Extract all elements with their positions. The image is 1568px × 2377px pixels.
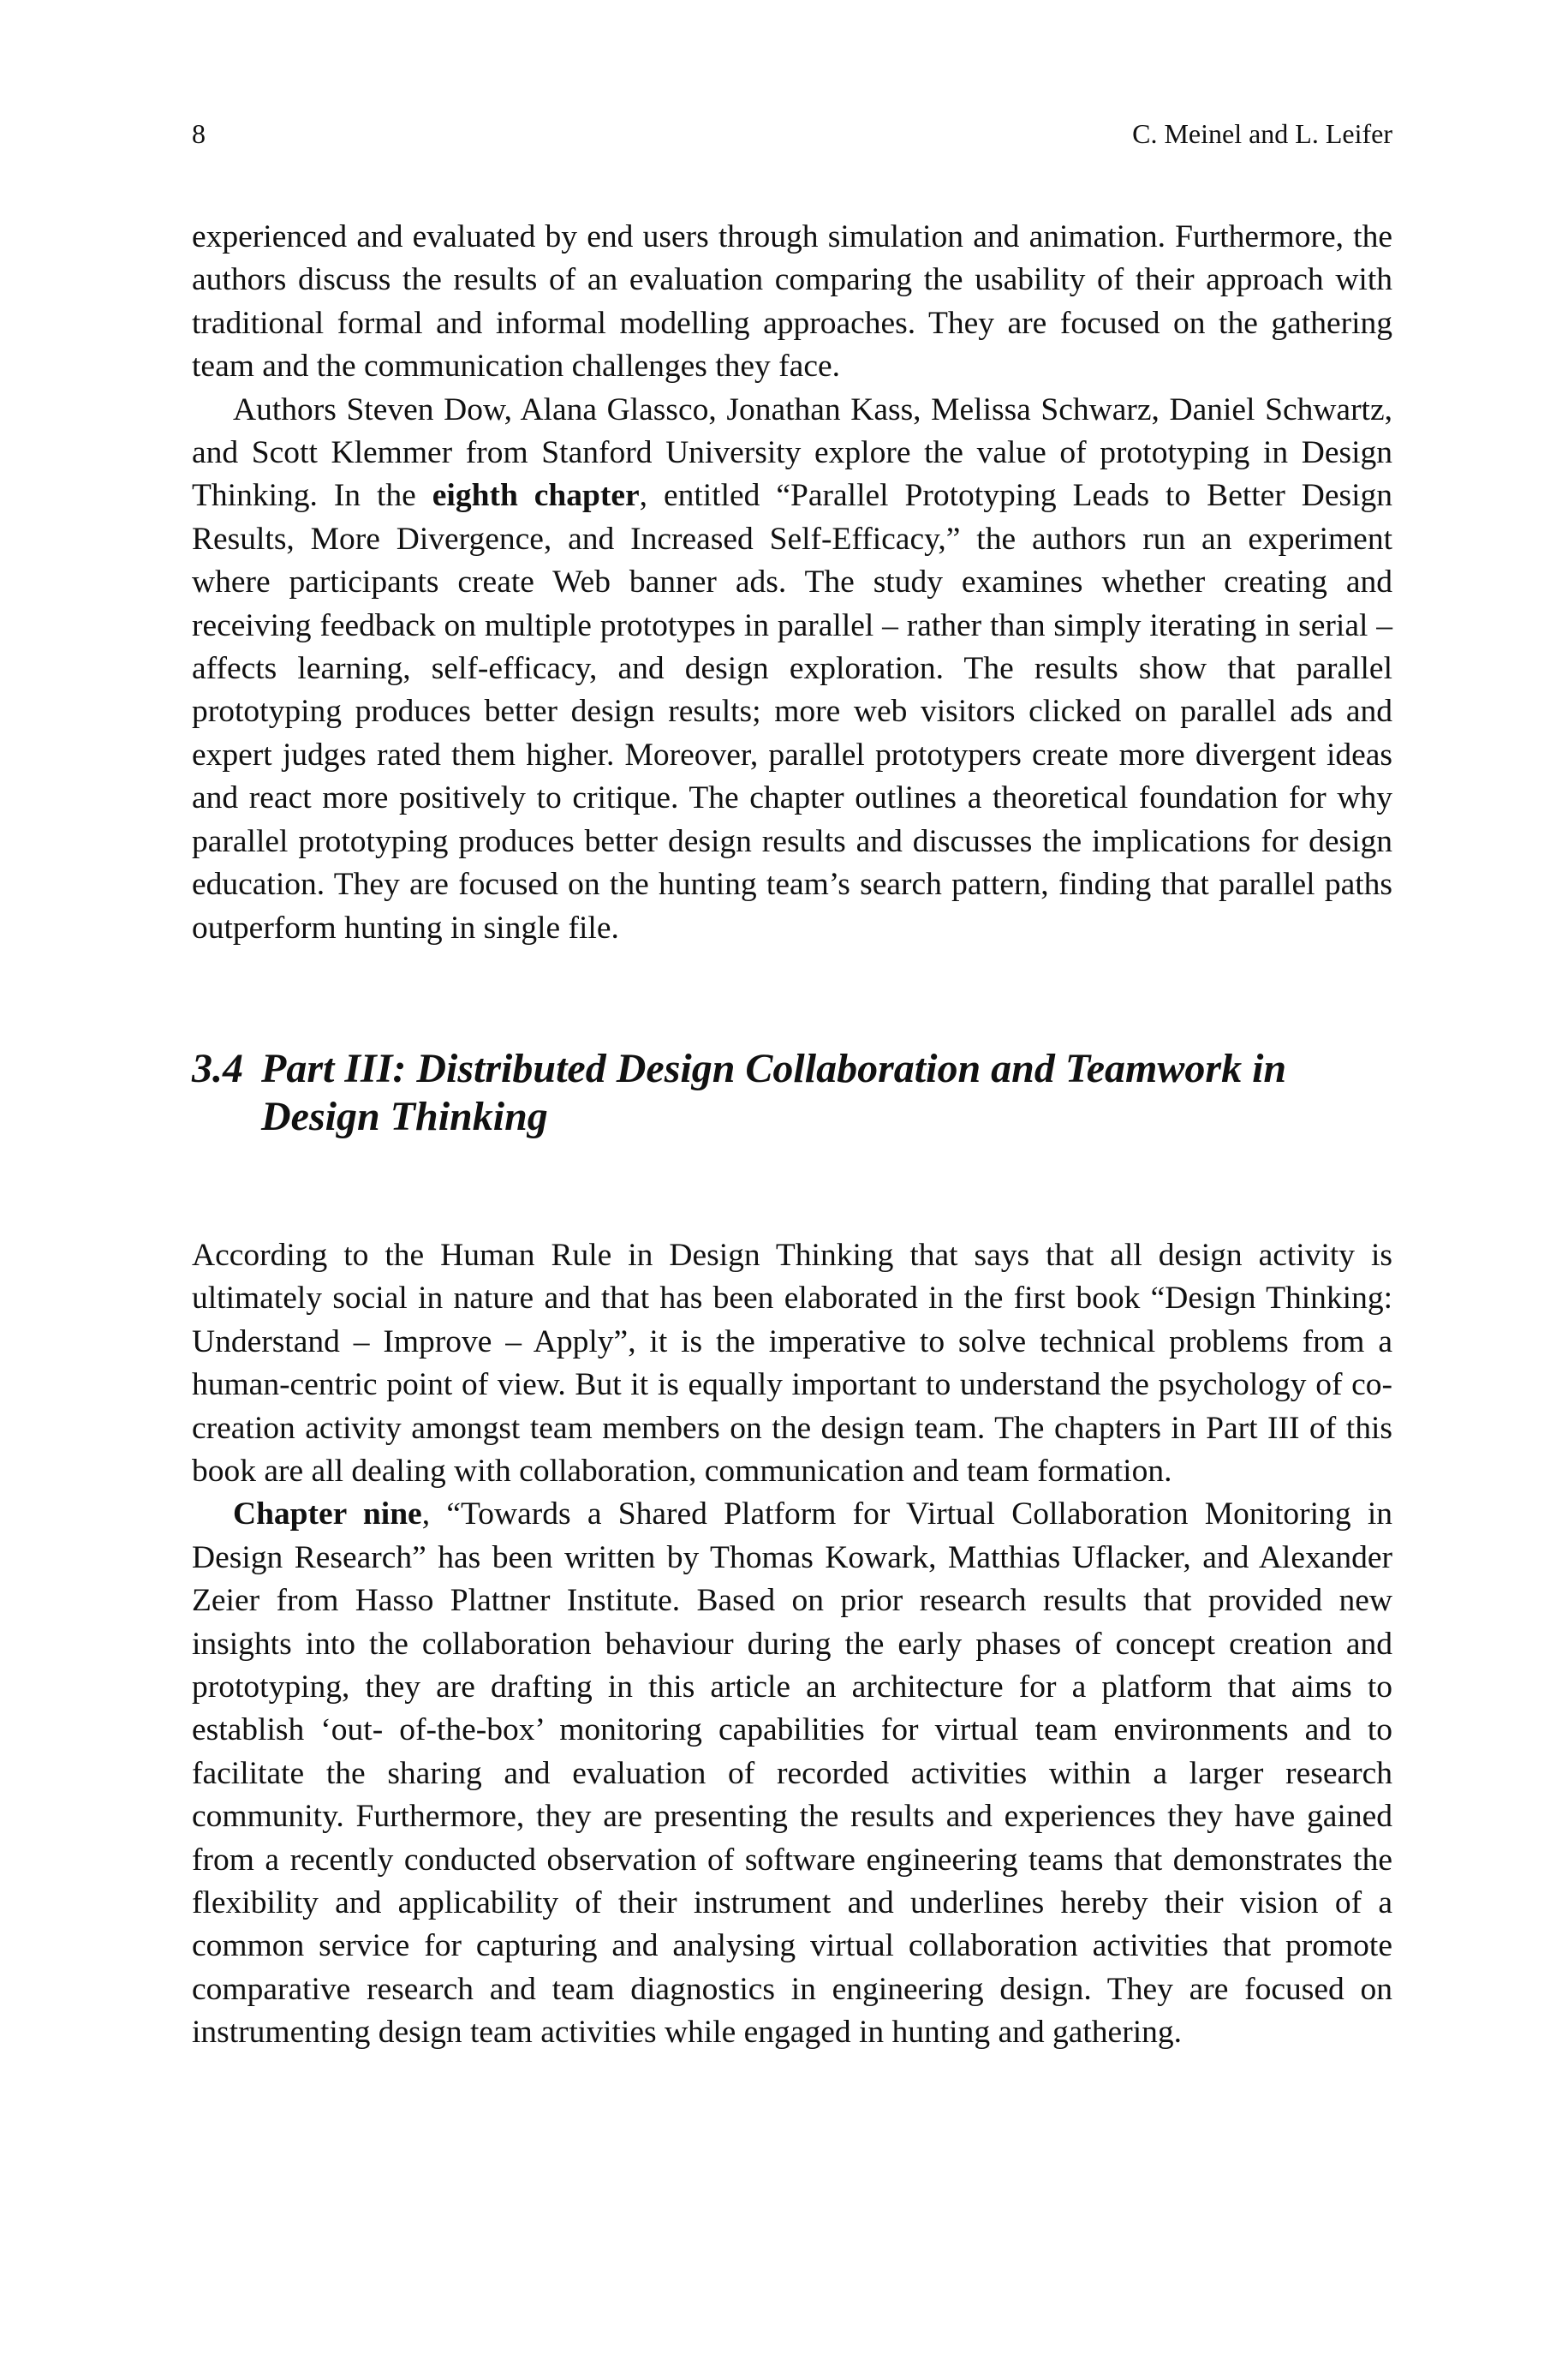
section-number: 3.4 (192, 1045, 243, 1091)
section-heading (192, 1045, 1392, 1141)
page-number: 8 (192, 118, 206, 149)
bold-chapter-reference: eighth chapter (432, 478, 640, 514)
text-segment: Authors Steven Dow, Alana Glassco, Jonathan Kass, Melissa Schwarz, Daniel Schwartz, and Scott Klemmer from Stanford University explore the value of prototyping in Design Thinking. In the (192, 391, 1392, 514)
running-head-authors: C. Meinel and L. Leifer (1132, 118, 1392, 149)
text-segment: According to the Human Rule in Design Thinking that says that all design activity is ultimately social in nature and that has been elaborated in the first book “Design Thinking: Understand – Improve – Apply”, it is the imperative to solve technical problems from a human-centric point of view. But it is equally important to understand the psychology of co-creation activity amongst team members on the design team. The chapters in Part III of this book are all dealing with collaboration, communication and team formation. (192, 1237, 1392, 1489)
running-head (192, 116, 1392, 151)
paragraph-human-rule (192, 1234, 1392, 1493)
section-title: Part III: Distributed Design Collaboration and Teamwork in Design Thinking (261, 1045, 1287, 1139)
paragraph-chapter-nine (192, 1493, 1392, 2054)
text-segment: , “Towards a Shared Platform for Virtual Collaboration Monitoring in Design Research” has been written by Thomas Kowark, Matthias Uflacker, and Alexander Zeier from Hasso Plattner Institute. Based on prior research results that provided new insights into the collaboration behaviour during the early phases of concept creation and prototyping, they are drafting in this article an architecture for a platform that aims to establish ‘out- of-the-box’ monitoring capabilities for virtual team environments and to facilitate the sharing and evaluation of recorded activities within a larger research community. Furthermore, they are presenting the results and experiences they have gained from a recently conducted observation of software engineering teams that demonstrates the flexibility and applicability of their instrument and underlines hereby their vision of a common service for capturing and analysing virtual collaboration activities that promote comparative research and team diagnostics in engineering design. They are focused on instrumenting design team activities while engaged in hunting and gathering. (192, 1496, 1393, 2051)
book-page (192, 116, 1392, 2055)
paragraph-chapter-eight (192, 389, 1392, 950)
paragraph-continued (192, 216, 1392, 389)
text-segment: , entitled “Parallel Prototyping Leads to Better Design Results, More Divergence, and Increased Self-Efficacy,” the authors run an experiment where participants create Web banner ads. The study examines whether creating and receiving feedback on multiple prototypes in parallel – rather than simply iterating in serial – affects learning, self-efficacy, and design exploration. The results show that parallel prototyping produces better design results; more web visitors clicked on parallel ads and expert judges rated them higher. Moreover, parallel prototypers create more divergent ideas and react more positively to critique. The chapter outlines a theoretical foundation for why parallel prototyping produces better design results and discusses the implications for design education. They are focused on the hunting team’s search pattern, finding that parallel paths outperform hunting in single file. (192, 478, 1392, 946)
bold-chapter-reference: Chapter nine (233, 1496, 422, 1532)
text-segment: experienced and evaluated by end users through simulation and animation. Furthermore, the authors discuss the results of an evaluation comparing the usability of their approach with traditional formal and informal modelling approaches. They are focused on the gathering team and the communication challenges they face. (192, 219, 1392, 385)
